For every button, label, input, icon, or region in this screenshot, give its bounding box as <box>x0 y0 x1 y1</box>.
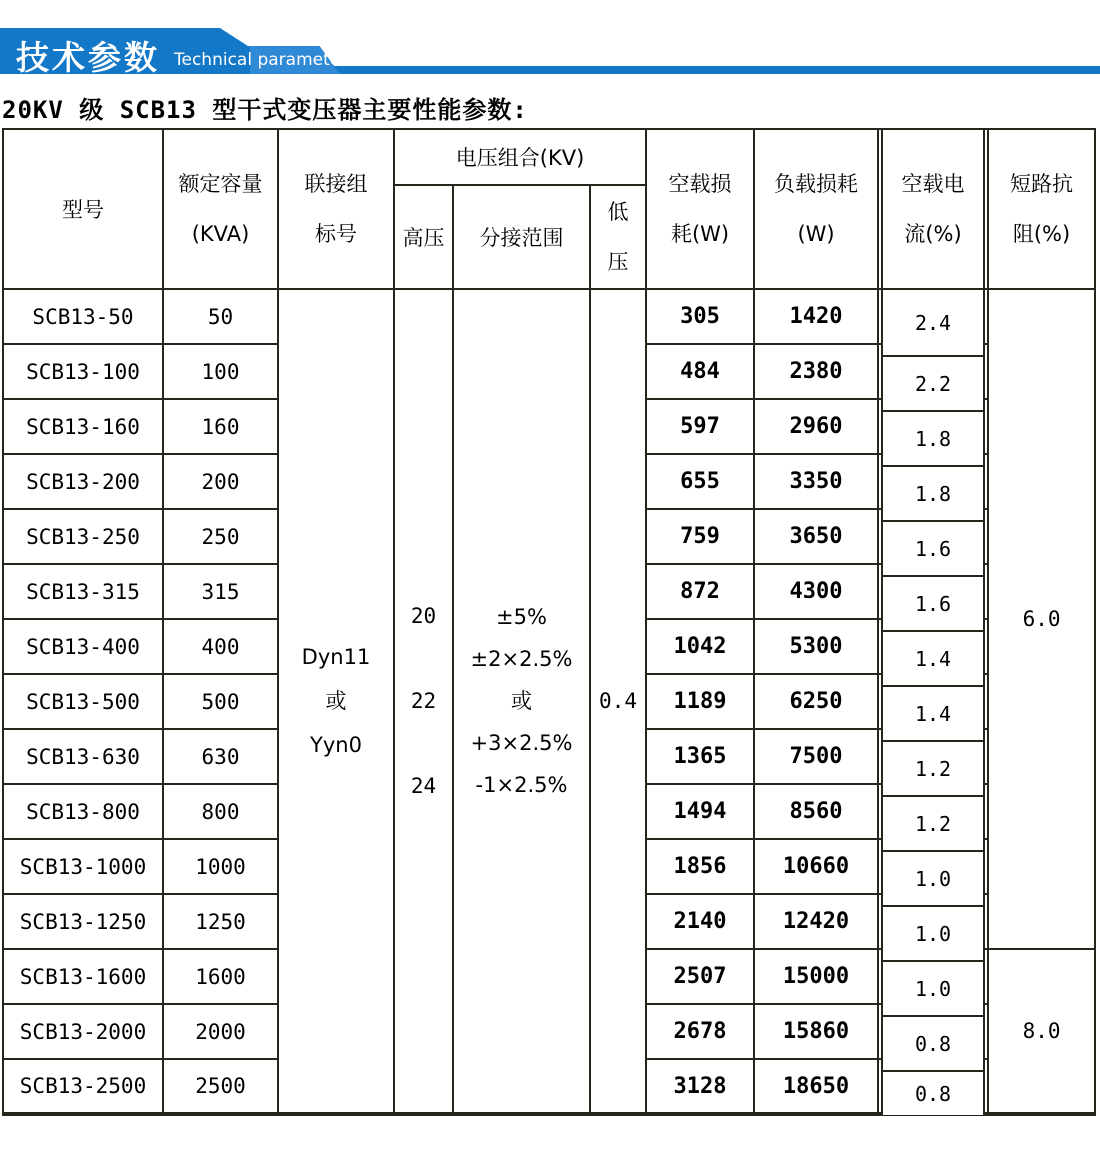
capacity-cell: 315 <box>163 564 278 619</box>
capacity-cell: 630 <box>163 729 278 784</box>
model-cell: SCB13-2000 <box>3 1004 163 1059</box>
noload-loss-cell: 1189 <box>646 674 754 729</box>
capacity-cell: 2500 <box>163 1059 278 1114</box>
load-loss-cell: 2380 <box>754 344 878 399</box>
noload-loss-cell: 1494 <box>646 784 754 839</box>
noload-current-cell: 1.6 <box>883 575 983 630</box>
noload-loss-cell: 484 <box>646 344 754 399</box>
model-cell: SCB13-1600 <box>3 949 163 1004</box>
load-loss-cell: 15860 <box>754 1004 878 1059</box>
load-loss-cell: 1420 <box>754 289 878 344</box>
noload-current-cell: 0.8 <box>883 1070 983 1115</box>
col-header-tap-range: 分接范围 <box>453 185 590 289</box>
noload-loss-cell: 1856 <box>646 839 754 894</box>
noload-loss-cell: 2678 <box>646 1004 754 1059</box>
col-header-noload-loss: 空载损 耗(W) <box>646 129 754 289</box>
capacity-cell: 1600 <box>163 949 278 1004</box>
noload-current-column-box <box>881 130 985 1115</box>
lv-merged-cell: 0.4 <box>590 289 646 1114</box>
noload-current-cell: 1.4 <box>883 630 983 685</box>
noload-loss-cell: 1042 <box>646 619 754 674</box>
model-cell: SCB13-630 <box>3 729 163 784</box>
noload-loss-cell: 1365 <box>646 729 754 784</box>
model-cell: SCB13-1250 <box>3 894 163 949</box>
model-cell: SCB13-50 <box>3 289 163 344</box>
noload-loss-cell: 3128 <box>646 1059 754 1114</box>
load-loss-cell: 7500 <box>754 729 878 784</box>
capacity-cell: 200 <box>163 454 278 509</box>
banner-title-en: Technical parameter <box>174 50 348 70</box>
capacity-cell: 2000 <box>163 1004 278 1059</box>
col-header-connection: 联接组 标号 <box>278 129 394 289</box>
capacity-cell: 1250 <box>163 894 278 949</box>
noload-current-cell: 2.4 <box>914 310 952 335</box>
col-header-lv: 低 压 <box>590 185 646 289</box>
capacity-cell: 100 <box>163 344 278 399</box>
model-cell: SCB13-100 <box>3 344 163 399</box>
model-cell: SCB13-400 <box>3 619 163 674</box>
capacity-cell: 250 <box>163 509 278 564</box>
load-loss-cell: 15000 <box>754 949 878 1004</box>
load-loss-cell: 6250 <box>754 674 878 729</box>
col-header-noload-current: 空载电 流(%) <box>883 130 983 290</box>
load-loss-cell: 5300 <box>754 619 878 674</box>
capacity-cell: 500 <box>163 674 278 729</box>
capacity-cell: 50 <box>163 289 278 344</box>
technical-parameter-banner <box>0 0 1100 84</box>
model-cell: SCB13-2500 <box>3 1059 163 1114</box>
capacity-cell: 400 <box>163 619 278 674</box>
model-cell: SCB13-160 <box>3 399 163 454</box>
model-cell: SCB13-800 <box>3 784 163 839</box>
impedance-merged-cell-top: 6.0 <box>988 289 1095 949</box>
noload-current-cell: 0.8 <box>883 1015 983 1070</box>
tap-range-merged-cell: ±5% ±2×2.5% 或 +3×2.5% -1×2.5% <box>453 289 590 1114</box>
noload-current-cell: 1.2 <box>883 795 983 850</box>
load-loss-cell: 18650 <box>754 1059 878 1114</box>
load-loss-cell: 3350 <box>754 454 878 509</box>
connection-merged-cell: Dyn11 或 Yyn0 <box>278 289 394 1114</box>
noload-loss-cell: 305 <box>646 289 754 344</box>
col-header-capacity: 额定容量 (KVA) <box>163 129 278 289</box>
noload-current-cell: 1.0 <box>883 905 983 960</box>
noload-current-cell: 1.2 <box>883 740 983 795</box>
load-loss-cell: 8560 <box>754 784 878 839</box>
load-loss-cell: 4300 <box>754 564 878 619</box>
noload-current-cell: 1.8 <box>883 410 983 465</box>
model-cell: SCB13-500 <box>3 674 163 729</box>
model-cell: SCB13-250 <box>3 509 163 564</box>
noload-current-cell: 1.0 <box>883 850 983 905</box>
noload-loss-cell: 759 <box>646 509 754 564</box>
model-cell: SCB13-1000 <box>3 839 163 894</box>
load-loss-cell: 10660 <box>754 839 878 894</box>
banner-title-cn: 技术参数 <box>16 38 160 77</box>
col-header-model: 型号 <box>3 129 163 289</box>
load-loss-cell: 12420 <box>754 894 878 949</box>
capacity-cell: 160 <box>163 399 278 454</box>
load-loss-cell: 2960 <box>754 399 878 454</box>
noload-loss-cell: 597 <box>646 399 754 454</box>
model-cell: SCB13-200 <box>3 454 163 509</box>
capacity-cell: 1000 <box>163 839 278 894</box>
noload-current-cell: 2.2 <box>883 355 983 410</box>
col-header-hv: 高压 <box>394 185 453 289</box>
impedance-merged-cell-bottom: 8.0 <box>988 949 1095 1114</box>
noload-current-cell: 1.6 <box>883 520 983 575</box>
hv-merged-cell: 20 22 24 <box>394 289 453 1114</box>
col-header-impedance: 短路抗 阻(%) <box>988 129 1095 289</box>
noload-loss-cell: 2507 <box>646 949 754 1004</box>
noload-current-cell: 1.4 <box>883 685 983 740</box>
col-header-load-loss: 负载损耗 (W) <box>754 129 878 289</box>
col-header-voltage-group: 电压组合(KV) <box>394 129 646 185</box>
noload-current-cell: 1.8 <box>883 465 983 520</box>
model-cell: SCB13-315 <box>3 564 163 619</box>
noload-loss-cell: 872 <box>646 564 754 619</box>
noload-loss-cell: 2140 <box>646 894 754 949</box>
noload-loss-cell: 655 <box>646 454 754 509</box>
capacity-cell: 800 <box>163 784 278 839</box>
noload-current-cell: 1.0 <box>883 960 983 1015</box>
page-title: 20KV 级 SCB13 型干式变压器主要性能参数: <box>2 96 528 124</box>
load-loss-cell: 3650 <box>754 509 878 564</box>
